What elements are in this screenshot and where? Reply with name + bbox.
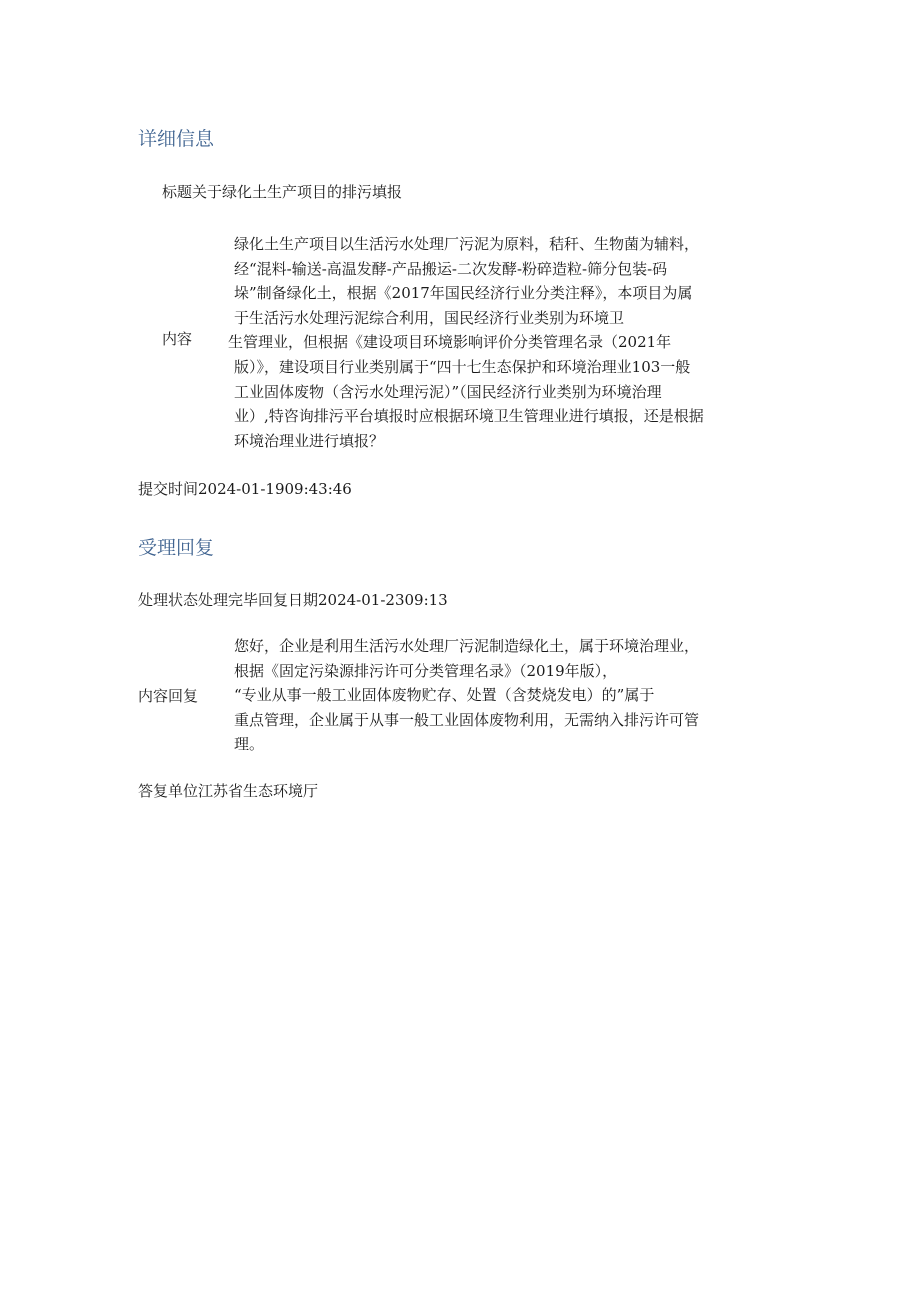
content-text	[228, 232, 704, 453]
submit-time: 提交时间2024-01-1909:43:46	[138, 480, 352, 498]
content-line: 垛”制备绿化土，根据《2017年国民经济行业分类注释》，本项目为属	[234, 284, 693, 303]
content-line: 生管理业，但根据《建设项目环境影响评价分类管理名录（2021年	[228, 333, 672, 352]
status-row: 处理状态处理完毕回复日期2024-01-2309:13	[138, 591, 448, 609]
content-line: 经“混料-输送-高温发酵-产品搬运-二次发酵-粉碎造粒-筛分包装-码	[234, 259, 668, 278]
reply-heading: 受理回复	[138, 537, 215, 559]
reply-line: 您好，企业是利用生活污水处理厂污泥制造绿化土，属于环境治理业，	[234, 637, 700, 655]
content-line: 工业固体废物（含污水处理污泥）”（国民经济行业类别为环境治理	[234, 382, 662, 401]
content-line: 版）》，建设项目行业类别属于“四十七生态保护和环境治理业103一般	[234, 357, 691, 376]
content-line: 绿化土生产项目以生活污水处理厂污泥为原料，秸秆、生物菌为辅料，	[234, 235, 700, 253]
title-row: 标题关于绿化土生产项目的排污填报	[162, 183, 403, 201]
reply-content-label: 内容回复	[138, 687, 199, 705]
content-line: 环境治理业进行填报？	[234, 431, 385, 450]
details-heading: 详细信息	[138, 128, 215, 150]
reply-line: 理。	[234, 735, 265, 754]
content-label: 内容	[162, 330, 193, 348]
reply-content-text	[234, 634, 699, 757]
reply-line: 根据《固定污染源排污许可分类管理名录》（2019年版），	[234, 661, 618, 680]
reply-line: “专业从事一般工业固体废物贮存、处置（含焚烧发电）的”属于	[234, 686, 655, 705]
content-line: 于生活污水处理污泥综合利用，国民经济行业类别为环境卫	[234, 308, 625, 327]
reply-unit: 答复单位江苏省生态环境厅	[138, 782, 319, 800]
content-line: 业）,特咨询排污平台填报时应根据环境卫生管理业进行填报，还是根据	[234, 407, 704, 426]
reply-line: 重点管理，企业属于从事一般工业固体废物利用，无需纳入排污许可管	[234, 710, 700, 729]
